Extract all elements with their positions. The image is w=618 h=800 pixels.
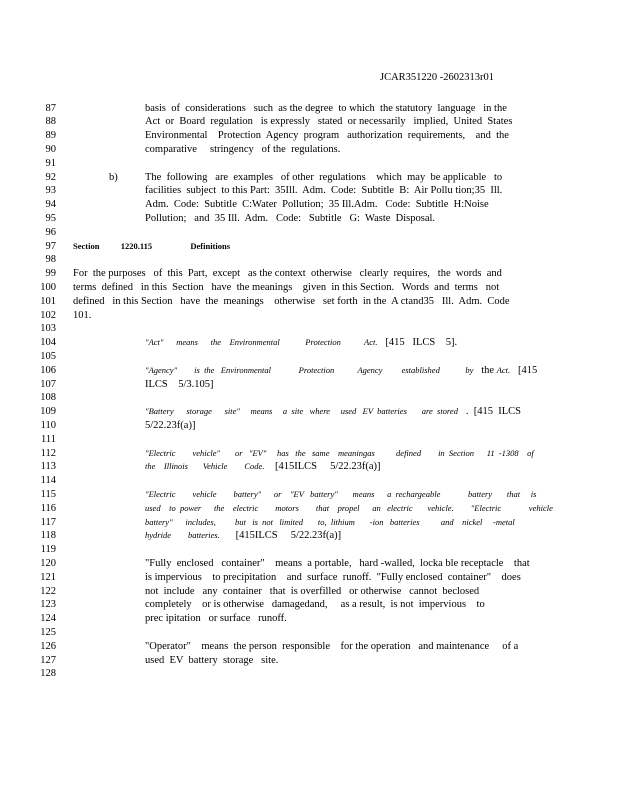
definition-line (145, 598, 538, 612)
intro-line: defined in this Section have the meanings otherwise set forth in the A ctand35 Ill. Adm. Code (73, 295, 510, 307)
line-number: 107 (40, 378, 56, 390)
definition-line (145, 378, 538, 392)
line-number: 90 (45, 143, 56, 155)
paragraph-line: Environmental Protection Agency program authorization requirements, and the (145, 130, 509, 142)
line-number: 98 (45, 254, 56, 266)
statutory-text: "Electric vehicle" or "EV" has the same meaningas defined in Section 11 -1308 of (145, 447, 534, 458)
intro-line: For the purposes of this Part, except as the context otherwise clearly requires, the words and (73, 268, 502, 280)
text-run: not include any container that is overfilled or otherwise cannot beclosed (145, 585, 480, 597)
line-number: 97 (45, 240, 56, 252)
line-number: 111 (41, 433, 56, 445)
statutory-text: Act. (496, 364, 511, 375)
line-number: 91 (45, 157, 56, 169)
section-label: Section (73, 240, 100, 251)
line-number: 105 (40, 350, 56, 362)
paragraph-line: basis of considerations such as the degree to which the statutory language in the (145, 102, 507, 114)
line-number: 101 (40, 295, 56, 307)
text-run: 5/22.23f(a)] (145, 419, 196, 431)
text-run: [415ILCS 5/22.23f(a)] (264, 461, 381, 473)
line-number: 118 (40, 530, 56, 542)
text-run: [415 ILCS 5]. (377, 337, 458, 349)
intro-line: 101. (73, 309, 92, 321)
statutory-text: "Battery storage site" means a site where used EV batteries are stored (145, 406, 458, 417)
statutory-text: used to power the electric motors that propel an electric vehicle. "Electric vehicle (145, 502, 553, 513)
text-run: [415 (510, 364, 538, 376)
line-number: 125 (40, 626, 56, 638)
section-title: Definitions (190, 240, 231, 251)
line-number: 126 (40, 640, 56, 652)
item-label: b) (109, 171, 118, 183)
statutory-text: the Illinois Vehicle Code. (145, 461, 265, 472)
line-number: 122 (40, 585, 56, 597)
text-run: the (473, 364, 497, 376)
definition-line (145, 364, 538, 378)
item-b-line: Adm. Code: Subtitle C:Water Pollution; 35 Ill.Adm. Code: Subtitle H:Noise (145, 199, 489, 211)
definition-line (145, 460, 538, 474)
definition-line (145, 447, 538, 461)
line-number: 123 (40, 599, 56, 611)
definition-line (145, 336, 538, 350)
line-number: 115 (40, 488, 56, 500)
line-number: 117 (40, 516, 56, 528)
line-number: 112 (40, 447, 56, 459)
item-b-line: facilities subject to this Part: 35Ill. Adm. Code: Subtitle B: Air Pollu tion;35 Ill. (145, 185, 503, 197)
intro-line: terms defined in this Section have the meanings given in this Section. Words and terms not (73, 281, 500, 293)
line-number: 87 (45, 102, 56, 114)
definition-line (145, 488, 538, 502)
section-number: 1220.115 (120, 240, 153, 251)
spacer (152, 241, 190, 251)
definition-line (145, 557, 538, 571)
text-run: is impervious to precipitation and surface runoff. "Fully enclosed container" does (145, 571, 521, 583)
definition-line (145, 571, 538, 585)
line-number: 103 (40, 323, 56, 335)
text-run: used EV battery storage site. (145, 654, 279, 666)
text-run: prec ipitation or surface runoff. (145, 613, 287, 625)
line-number: 127 (40, 654, 56, 666)
statutory-text: "Agency" is the Environmental Protection Agency established by (145, 364, 474, 375)
line-number: 119 (40, 544, 56, 556)
line-number: 106 (40, 364, 56, 376)
line-number: 114 (40, 475, 56, 487)
line-number: 93 (45, 185, 56, 197)
line-number: 99 (45, 268, 56, 280)
line-number: 96 (45, 226, 56, 238)
definition-line (145, 640, 538, 654)
item-b-line: The following are examples of other regulations which may be applicable to (145, 171, 503, 183)
line-number: 108 (40, 392, 56, 404)
line-number: 109 (40, 406, 56, 418)
statutory-text: hydride batteries. (145, 530, 220, 541)
text-run: "Operator" means the person responsible for the operation and maintenance of a (145, 640, 519, 652)
line-number: 121 (40, 571, 56, 583)
section-heading (73, 240, 230, 254)
definition-line (145, 405, 538, 419)
statutory-text: "Electric vehicle battery" or "EV battery" means a rechargeable battery that is (145, 488, 537, 499)
line-number: 92 (45, 171, 56, 183)
text-run: ILCS 5/3.105] (145, 378, 214, 390)
line-number: 113 (40, 461, 56, 473)
line-number: 89 (45, 130, 56, 142)
line-number: 110 (40, 419, 56, 431)
paragraph-line: comparative stringency of the regulations. (145, 143, 341, 155)
line-number: 88 (45, 116, 56, 128)
line-number: 94 (45, 199, 56, 211)
line-number: 124 (40, 613, 56, 625)
spacer (99, 241, 120, 251)
text-run: [415ILCS 5/22.23f(a)] (219, 530, 342, 542)
definition-line (145, 654, 538, 668)
document-header: JCAR351220 -2602313r01 (380, 72, 495, 83)
line-number: 128 (40, 668, 56, 680)
definition-line (145, 612, 538, 626)
line-number: 120 (40, 557, 56, 569)
line-number: 100 (40, 281, 56, 293)
line-number: 102 (40, 309, 56, 321)
line-number: 116 (40, 502, 56, 514)
line-number: 95 (45, 212, 56, 224)
text-run: . [415 ILCS (457, 406, 521, 418)
definition-line (145, 585, 538, 599)
text-run: completely or is otherwise damagedand, as a result, is not impervious to (145, 599, 485, 611)
definition-line (145, 419, 538, 433)
statutory-text: battery" includes, but is not limited to, lithium -ion batteries and nickel -metal (145, 516, 515, 527)
statutory-text: "Act" means the Environmental Protection Act. (145, 337, 378, 348)
item-b-line: Pollution; and 35 Ill. Adm. Code: Subtitle G: Waste Disposal. (145, 212, 436, 224)
line-number: 104 (40, 337, 56, 349)
text-run: "Fully enclosed container" means a portable, hard -walled, locka ble receptacle that (145, 557, 530, 569)
definition-line (145, 502, 553, 516)
paragraph-line: Act or Board regulation is expressly stated or necessarily implied, United States (145, 116, 513, 128)
definition-line (145, 516, 538, 530)
definition-line (145, 529, 538, 543)
